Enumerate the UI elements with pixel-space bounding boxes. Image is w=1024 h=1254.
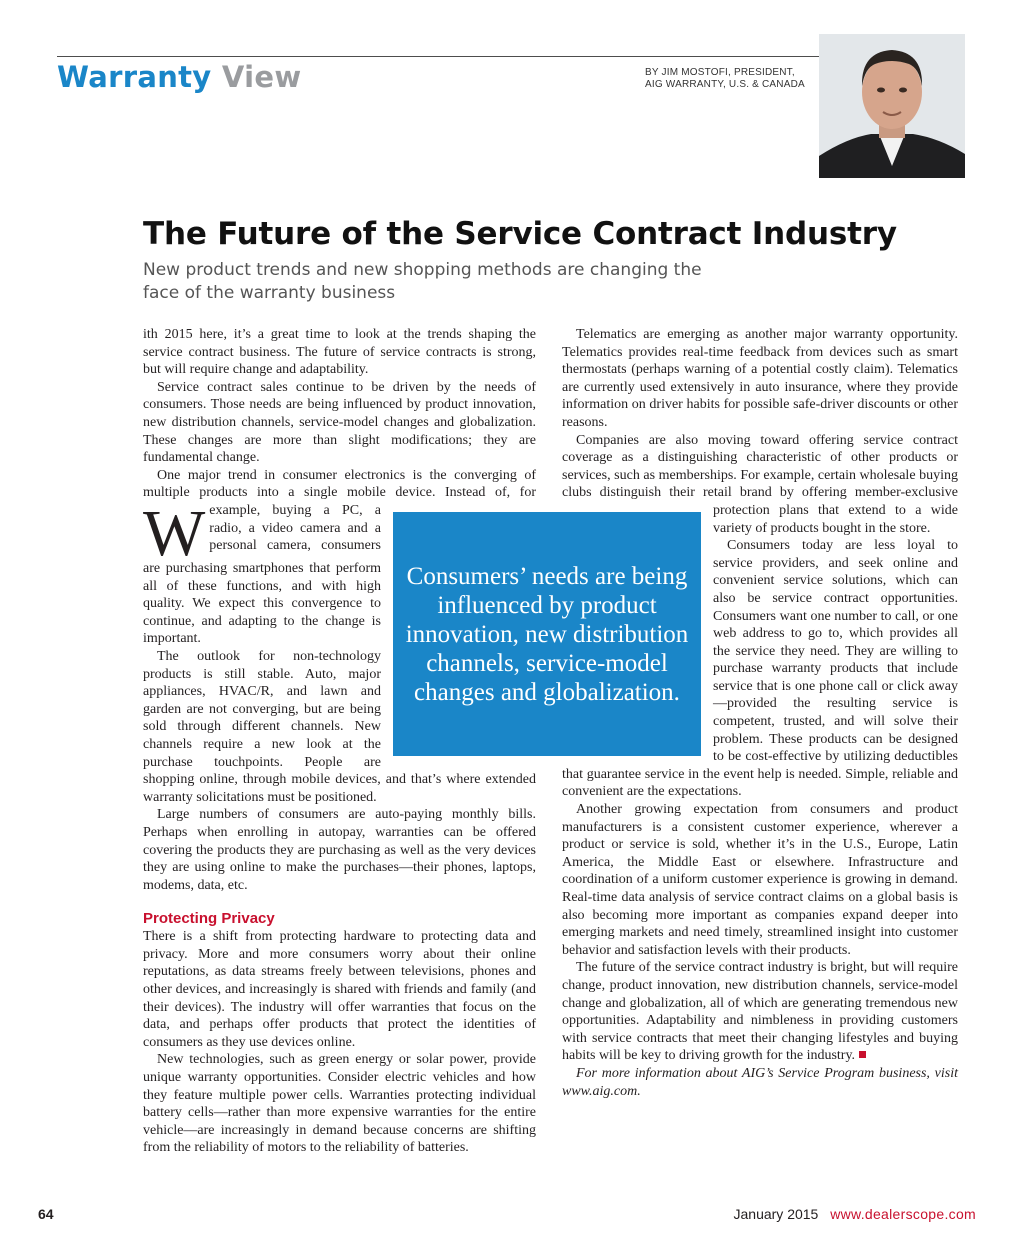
section-subhead: Protecting Privacy	[143, 910, 275, 928]
page-footer	[734, 1206, 977, 1222]
body-paragraph: Large numbers of consumers are auto-paying monthly bills. Perhaps when enrolling in autopay, warranties can be offered covering the products they are purchasing as well as the very devices they are using online to make the purchases—their phones, laptops, modems, data, etc.	[143, 807, 536, 893]
body-paragraph: New technologies, such as green energy or solar power, provide unique warranty opportunities. Consider electric vehicles and how they feature multiple power cells. Warranties protecting individual battery cells—rather than more expensive warranties for the entire vehicle—are increasingly in demand because concerns are shifting from the reliability of motors to the reliability of batteries.	[143, 1052, 536, 1156]
brand-word-1: Warranty	[57, 60, 212, 94]
header-rule	[57, 56, 819, 57]
article-deck: New product trends and new shopping methods are changing the face of the warranty business	[143, 260, 702, 303]
body-paragraph: Consumers today are less loyal to service providers, and seek online and convenient service solutions, which can also be service contract opportunities. Consumers want one number to call, or one web address to go to, which provides all the service they need. They are willing to purchase warranty products that include service that is one phone call or click away—provided the resulting service is competent, trusted, and will solve their problem. These products can be designed to be cost-effective by utilizing deductibles that guarantee service in the event help is needed. Simple, reliable and convenient are the expectations.	[562, 538, 958, 800]
body-paragraph: The outlook for non-technology products is still stable. Auto, major appliances, HVAC/R, and lawn and garden are not converging, but are being sold through different channels. New channels require a new look at the purchase touchpoints. People are shopping online, through mobile devices, and that’s where extended warranty solicitations must be positioned.	[143, 648, 536, 805]
author-portrait-image	[819, 34, 965, 178]
body-text: One major trend in consumer electronics is the converging of multiple products into a single mobile device. Instead of, for example, buying a PC, a radio, a video camera and a personal camera, consumers are purchasing smartphones that perform all of these functions, and with high quality. We expect this convergence to continue, and adapting to the change is important.	[143, 467, 536, 647]
end-mark-icon	[859, 1051, 866, 1058]
body-paragraph: Companies are also moving toward offering service contract coverage as a distinguishing characteristic of other products or services, such as memberships. For example, certain wholesale buying clubs distinguish their retail brand by offering member-exclusive protection plans that extend to a wide variety of products bought in the store.	[562, 432, 958, 536]
body-text: The future of the service contract industry is bright, but will require change, product innovation, new distribution channels, service-model change and globalization, all of which are generating tremendous new opportunities. Adaptability and nimbleness in providing customers with service contracts that meet their changing lifestyles and buying habits will be key to driving growth for the industry.	[562, 960, 958, 1064]
body-paragraph: Telematics are emerging as another major warranty opportunity. Telematics provides real-time feedback from devices such as smart thermostats (perhaps warning of a potential costly claim). Telematics are currently used extensively in auto insurance, where they provide information on driver habits for possible safe-driver discounts or other reasons.	[562, 327, 958, 430]
pull-quote	[393, 512, 701, 756]
body-paragraph	[562, 959, 958, 1065]
author-photo	[819, 34, 965, 178]
article-headline: The Future of the Service Contract Industry	[143, 216, 897, 252]
byline-line-1: BY JIM MOSTOFI, PRESIDENT,	[645, 67, 795, 78]
website-link[interactable]: www.dealerscope.com	[830, 1206, 976, 1222]
byline-line-2: AIG WARRANTY, U.S. & CANADA	[645, 79, 805, 90]
issue-date: January 2015	[733, 1206, 819, 1222]
pull-quote-text: Consumers’ needs are being influenced by product innovation, new distribution channels, service-model changes and globalization.	[405, 562, 689, 706]
body-paragraph: Another growing expectation from consumers and product manufacturers is a consistent customer experience, wherever a product or service is sold, whether it’s in the U.S., Europe, Latin America, the Middle East or elsewhere. Infrastructure and coordination of a uniform customer experience is growing in demand. Real-time data analysis of service contract claims on a global basis is also becoming more important as companies expand deeper into emerging markets and need timely, streamlined insight into customer behavior and satisfaction levels with their products.	[562, 802, 958, 958]
byline	[645, 67, 805, 91]
info-note: For more information about AIG’s Service Program business, visit www.aig.com.	[562, 1065, 958, 1099]
body-paragraph: There is a shift from protecting hardware to protecting data and privacy. More and more consumers worry about their online reputations, as data streams freely between televisions, phones and other devices, and increasingly is shared with friends and family (and their devices). The industry will offer warranties that focus on the data, and perhaps offer products that protect the identities of consumers as they use devices online.	[143, 929, 536, 1050]
page-number: 64	[38, 1206, 54, 1222]
body-paragraph: Service contract sales continue to be driven by the needs of consumers. Those needs are being influenced by product innovation, new distribution channels, service-model changes and globalization. These changes are more than slight modifications; they are fundamental change.	[143, 379, 536, 466]
section-brand	[57, 60, 301, 94]
body-paragraph: With 2015 here, it’s a great time to look at the trends shaping the service contract business. The future of service contracts is strong, but will require change and adaptability.	[143, 327, 536, 570]
brand-word-2: View	[221, 60, 302, 94]
